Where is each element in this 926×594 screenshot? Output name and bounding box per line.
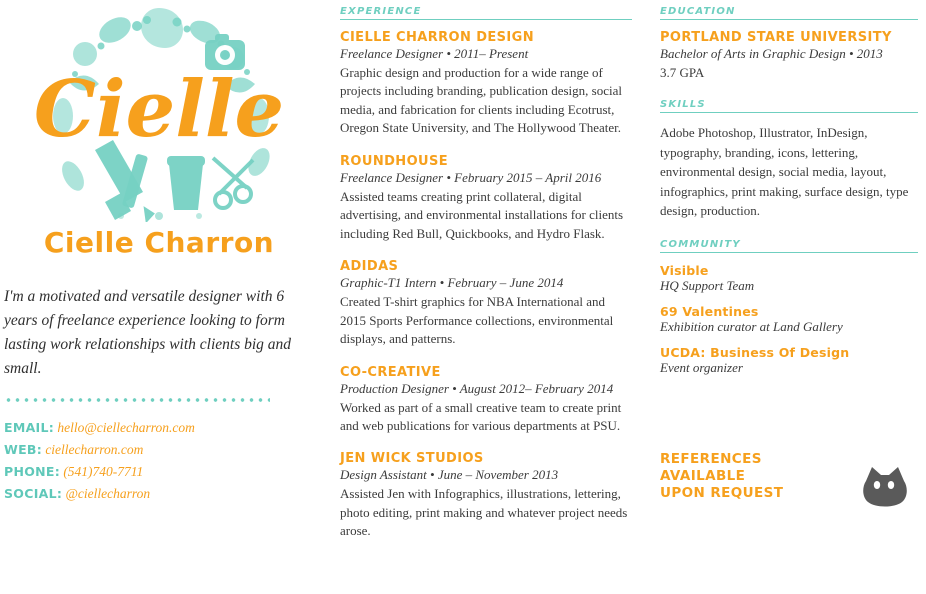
left-column bbox=[0, 0, 330, 594]
dotted-divider bbox=[4, 397, 270, 403]
community-item bbox=[660, 304, 918, 335]
community-item bbox=[660, 263, 918, 294]
contact-row-social bbox=[4, 483, 316, 505]
education-gpa: 3.7 GPA bbox=[660, 65, 705, 80]
community-name: UCDA: Business Of Design bbox=[660, 344, 850, 360]
contact-label: SOCIAL: bbox=[4, 485, 63, 501]
education-degree: Bachelor of Arts in Graphic Design • 2013 bbox=[660, 46, 883, 61]
contact-value-social[interactable]: @ciellecharron bbox=[65, 485, 151, 501]
job-meta: Design Assistant • June – November 2013 bbox=[340, 467, 559, 483]
job-title: CIELLE CHARRON DESIGN bbox=[340, 30, 535, 45]
contact-list bbox=[2, 417, 316, 504]
contact-label: PHONE: bbox=[4, 463, 61, 479]
section-heading-experience: EXPERIENCE bbox=[340, 6, 632, 20]
contact-row-web bbox=[4, 439, 316, 461]
contact-label: WEB: bbox=[4, 441, 43, 457]
references-line-2: UPON REQUEST bbox=[660, 485, 784, 502]
job-description: Assisted teams creating print collateral, digital advertising, and environmental installations for clients including Red Bull, Quickbooks, and Hydro Flask. bbox=[340, 188, 624, 241]
education-school: PORTLAND STARE UNIVERSITY bbox=[660, 30, 892, 45]
page-title: Cielle Charron bbox=[43, 226, 275, 259]
section-heading-community: COMMUNITY bbox=[660, 239, 918, 253]
contact-row-phone bbox=[4, 461, 316, 483]
experience-item bbox=[340, 259, 632, 348]
logo-illustration bbox=[9, 4, 309, 222]
community-role: Exhibition curator at Land Gallery bbox=[660, 318, 843, 334]
community-name: 69 Valentines bbox=[660, 303, 759, 319]
job-meta: Freelance Designer • 2011– Present bbox=[340, 46, 529, 61]
job-description: Created T-shirt graphics for NBA International and 2015 Sports Performance collections, environmental displays, and patterns. bbox=[340, 294, 614, 347]
right-column bbox=[650, 0, 926, 594]
cat-illustration bbox=[856, 461, 912, 514]
contact-value-web[interactable]: ciellecharron.com bbox=[45, 441, 144, 457]
contact-value-email[interactable]: hello@ciellecharron.com bbox=[57, 420, 195, 436]
community-list bbox=[660, 263, 918, 376]
community-role: Event organizer bbox=[660, 359, 743, 375]
skills-text: Adobe Photoshop, Illustrator, InDesign, typography, branding, icons, lettering, environmental design, social media, layout, infographics, print making, surface design, type design, production. bbox=[660, 125, 909, 218]
contact-value-phone[interactable]: (541)740-7711 bbox=[63, 463, 144, 479]
logo-wordmark: Cielle bbox=[33, 64, 285, 155]
experience-item bbox=[340, 451, 632, 540]
experience-item bbox=[340, 365, 632, 436]
education-item bbox=[660, 30, 918, 81]
community-name: Visible bbox=[660, 262, 709, 278]
job-description: Assisted Jen with Infographics, illustrations, lettering, photo editing, print making and whatever project needs arose. bbox=[340, 486, 628, 539]
contact-label: EMAIL: bbox=[4, 420, 55, 436]
community-role: HQ Support Team bbox=[660, 277, 755, 293]
job-meta: Production Designer • August 2012– February 2014 bbox=[340, 380, 614, 396]
job-title: JEN WICK STUDIOS bbox=[340, 451, 484, 467]
experience-column bbox=[330, 0, 650, 594]
job-meta: Graphic-T1 Intern • February – June 2014 bbox=[340, 275, 564, 291]
experience-item bbox=[340, 154, 632, 243]
references-note bbox=[660, 451, 840, 502]
job-description: Graphic design and production for a wide range of projects including branding, publication design, social media, and fabrication for clients including Ecotrust, Oregon State University, and The Hollywood Theater. bbox=[340, 65, 622, 136]
section-heading-skills: SKILLS bbox=[660, 99, 918, 113]
job-title: ROUNDHOUSE bbox=[340, 153, 449, 169]
cielle-badge-icon bbox=[9, 4, 309, 222]
job-title: CO-CREATIVE bbox=[340, 364, 441, 380]
job-title: ADIDAS bbox=[340, 259, 399, 275]
community-item bbox=[660, 345, 918, 376]
experience-item bbox=[340, 30, 632, 138]
contact-row-email bbox=[4, 417, 316, 439]
intro-paragraph: I'm a motivated and versatile designer with 6 years of freelance experience looking to form lasting work relationships with clients big and small. bbox=[4, 288, 292, 378]
job-description: Worked as part of a small creative team to create print and web publications for various departments at PSU. bbox=[340, 399, 622, 433]
references-line-1: REFERENCES AVAILABLE bbox=[660, 451, 762, 485]
cat-icon bbox=[856, 461, 912, 509]
section-heading-education: EDUCATION bbox=[660, 6, 918, 20]
job-meta: Freelance Designer • February 2015 – April 2016 bbox=[340, 169, 602, 185]
